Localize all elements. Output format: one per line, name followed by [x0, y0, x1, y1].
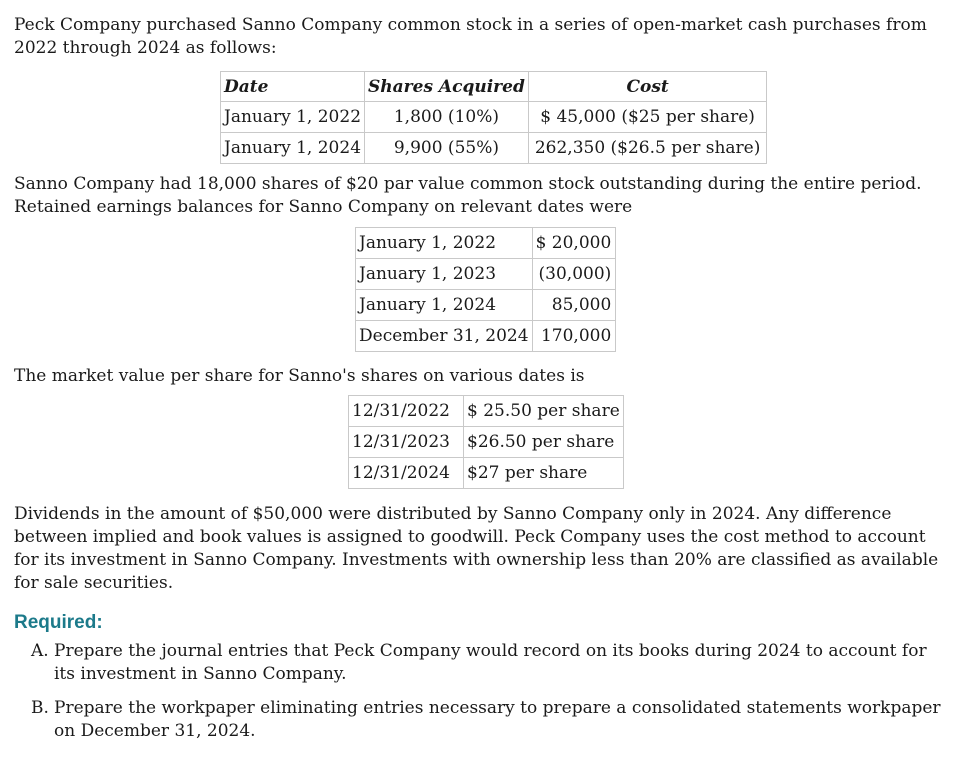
table-row: [349, 427, 624, 458]
re-date: January 1, 2023: [356, 259, 533, 290]
purchases-header-row: [221, 72, 767, 102]
table-row: [221, 133, 767, 164]
re-value: 85,000: [532, 290, 616, 321]
intro-paragraph: Peck Company purchased Sanno Company common stock in a series of open-market cash purchases from 2022 through 2024 as follows:: [14, 15, 927, 58]
item-text: Prepare the workpaper eliminating entries necessary to prepare a consolidated statements workpaper on December 31, 2024.: [54, 698, 941, 741]
table-row: [221, 102, 767, 133]
required-heading: Required:: [14, 612, 103, 633]
table-row: [356, 290, 616, 321]
purchase-date: January 1, 2022: [221, 102, 365, 133]
re-date: January 1, 2024: [356, 290, 533, 321]
item-marker: A.: [31, 641, 49, 661]
retained-earnings-table: [355, 227, 616, 352]
re-value: (30,000): [532, 259, 616, 290]
item-marker: B.: [31, 698, 49, 718]
item-text: Prepare the journal entries that Peck Company would record on its books during 2024 to account for its investment in Sanno Company.: [54, 641, 927, 684]
re-value: $ 20,000: [532, 228, 616, 259]
header-date: Date: [221, 72, 365, 102]
retained-earnings-paragraph: Sanno Company had 18,000 shares of $20 par value common stock outstanding during the entire period. Retained earnings balances for Sanno Company on relevant dates were: [14, 174, 922, 217]
re-date: January 1, 2022: [356, 228, 533, 259]
purchase-shares: 1,800 (10%): [365, 102, 529, 133]
market-value-paragraph: The market value per share for Sanno's shares on various dates is: [14, 366, 585, 386]
purchase-cost: 262,350 ($26.5 per share): [528, 133, 767, 164]
table-row: [356, 259, 616, 290]
dividends-paragraph: Dividends in the amount of $50,000 were distributed by Sanno Company only in 2024. Any difference between implied and book values is assigned to goodwill. Peck Company uses the cost method to account for its investment in Sanno Company. Investments with ownership less than 20% are classified as available for sale securities.: [14, 504, 939, 593]
header-shares: Shares Acquired: [365, 72, 529, 102]
list-item: [31, 640, 944, 686]
table-row: [356, 321, 616, 352]
re-value: 170,000: [532, 321, 616, 352]
purchase-date: January 1, 2024: [221, 133, 365, 164]
re-date: December 31, 2024: [356, 321, 533, 352]
mv-date: 12/31/2022: [349, 396, 464, 427]
mv-value: $27 per share: [464, 458, 624, 489]
mv-date: 12/31/2023: [349, 427, 464, 458]
required-list: [14, 640, 944, 743]
purchases-table: [220, 71, 767, 164]
table-row: [349, 396, 624, 427]
header-cost: Cost: [528, 72, 767, 102]
market-value-table: [348, 395, 624, 489]
table-row: [349, 458, 624, 489]
mv-value: $ 25.50 per share: [464, 396, 624, 427]
table-row: [356, 228, 616, 259]
mv-date: 12/31/2024: [349, 458, 464, 489]
purchase-cost: $ 45,000 ($25 per share): [528, 102, 767, 133]
purchase-shares: 9,900 (55%): [365, 133, 529, 164]
list-item: [31, 697, 944, 743]
mv-value: $26.50 per share: [464, 427, 624, 458]
